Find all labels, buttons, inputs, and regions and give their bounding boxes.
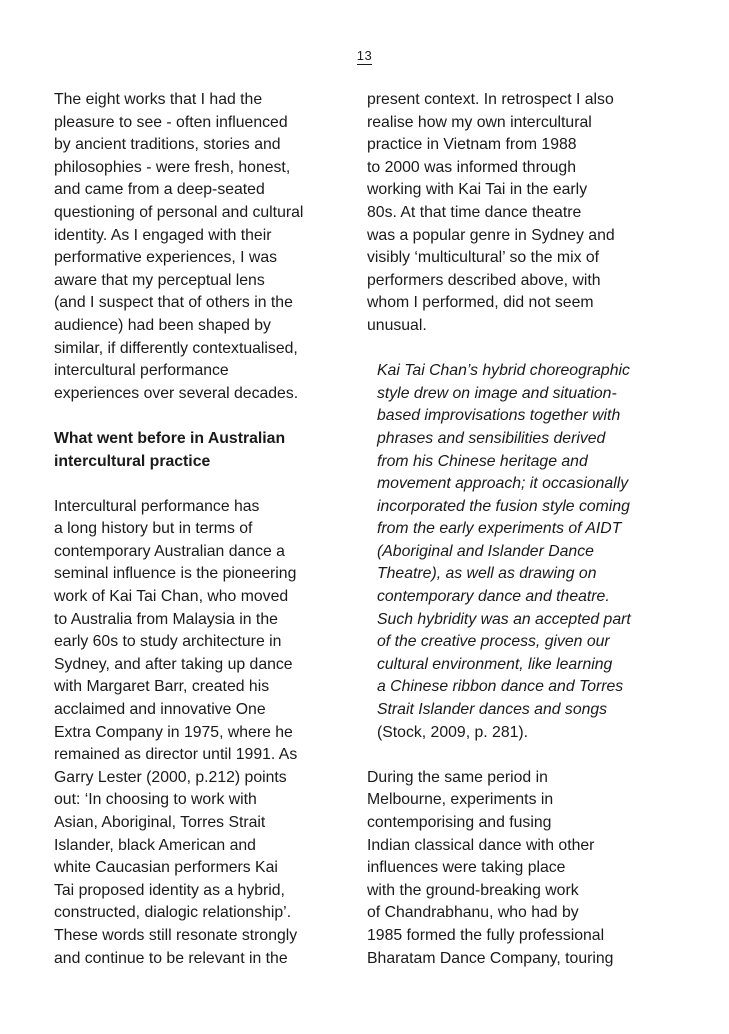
text-line: out: ‘In choosing to work with — [54, 791, 257, 809]
quote-line: incorporated the fusion style coming — [377, 497, 630, 515]
quote-citation: (Stock, 2009, p. 281). — [377, 723, 529, 741]
quote-line: style drew on image and situation- — [377, 384, 617, 402]
text-line: audience) had been shaped by — [54, 316, 271, 334]
quote-line: Kai Tai Chan’s hybrid choreographic — [377, 362, 630, 380]
right-paragraph-1 — [367, 89, 667, 338]
block-quote — [367, 360, 667, 744]
text-line: Islander, black American and — [54, 836, 256, 854]
text-line: influences were taking place — [367, 859, 566, 877]
text-line: to Australia from Malaysia in the — [54, 610, 278, 628]
right-paragraph-2 — [367, 767, 667, 970]
text-line: identity. As I engaged with their — [54, 226, 272, 244]
heading-line: What went before in Australian — [54, 429, 286, 447]
quote-line: of the creative process, given our — [377, 633, 610, 651]
text-line: Indian classical dance with other — [367, 836, 595, 854]
page-number-text: 13 — [356, 48, 373, 63]
page-number — [0, 48, 729, 63]
text-line: practice in Vietnam from 1988 — [367, 136, 577, 154]
quote-line: phrases and sensibilities derived — [377, 429, 606, 447]
quote-line: from the early experiments of AIDT — [377, 520, 622, 538]
text-line: unusual. — [367, 316, 427, 334]
text-line: performers described above, with — [367, 271, 601, 289]
text-line: Tai proposed identity as a hybrid, — [54, 881, 285, 899]
text-line: early 60s to study architecture in — [54, 633, 282, 651]
text-line: During the same period in — [367, 768, 548, 786]
quote-line: contemporary dance and theatre. — [377, 588, 610, 606]
text-line: with the ground-breaking work — [367, 881, 579, 899]
text-line: contemporising and fusing — [367, 814, 552, 831]
text-line: questioning of personal and cultural — [54, 203, 304, 221]
text-line: a long history but in terms of — [54, 520, 253, 538]
quote-line: based improvisations together with — [377, 407, 621, 425]
text-line: Sydney, and after taking up dance — [54, 655, 293, 673]
text-line: intercultural performance — [54, 362, 229, 380]
text-line: of Chandrabhanu, who had by — [367, 904, 579, 922]
text-line: working with Kai Tai in the early — [367, 181, 588, 199]
text-line: (and I suspect that of others in the — [54, 294, 293, 312]
left-paragraph-2 — [54, 496, 354, 970]
text-line: philosophies - were fresh, honest, — [54, 158, 291, 176]
text-line: present context. In retrospect I also — [367, 91, 614, 108]
left-paragraph-1 — [54, 89, 354, 405]
quote-line: Theatre), as well as drawing on — [377, 565, 597, 583]
right-column — [367, 89, 667, 970]
text-line: remained as director until 1991. As — [54, 746, 298, 764]
text-line: acclaimed and innovative One — [54, 701, 266, 719]
text-line: similar, if differently contextualised, — [54, 339, 298, 357]
quote-line: (Aboriginal and Islander Dance — [377, 542, 594, 560]
text-line: These words still resonate strongly — [54, 926, 298, 944]
heading-line: intercultural practice — [54, 452, 211, 470]
quote-line: movement approach; it occasionally — [377, 475, 629, 493]
text-line: Melbourne, experiments in — [367, 791, 554, 809]
text-line: seminal influence is the pioneering — [54, 565, 297, 583]
text-line: Bharatam Dance Company, touring — [367, 949, 614, 967]
text-line: Extra Company in 1975, where he — [54, 723, 293, 741]
text-line: whom I performed, did not seem — [367, 294, 594, 312]
text-line: by ancient traditions, stories and — [54, 136, 281, 154]
quote-line: a Chinese ribbon dance and Torres — [377, 678, 624, 696]
quote-line: cultural environment, like learning — [377, 655, 613, 673]
quote-line: Such hybridity was an accepted part — [377, 610, 631, 628]
left-column — [54, 89, 354, 970]
quote-line: from his Chinese heritage and — [377, 452, 588, 470]
text-line: Garry Lester (2000, p.212) points — [54, 768, 287, 786]
text-line: Intercultural performance has — [54, 497, 260, 515]
text-line: and came from a deep-seated — [54, 181, 265, 199]
section-heading — [54, 428, 354, 473]
text-line: constructed, dialogic relationship’. — [54, 904, 292, 922]
text-line: with Margaret Barr, created his — [54, 678, 270, 696]
text-line: white Caucasian performers Kai — [54, 859, 278, 877]
text-line: and continue to be relevant in the — [54, 949, 288, 967]
text-line: was a popular genre in Sydney and — [367, 226, 615, 244]
text-line: realise how my own intercultural — [367, 113, 592, 131]
text-line: visibly ‘multicultural’ so the mix of — [367, 249, 600, 267]
text-line: aware that my perceptual lens — [54, 271, 265, 289]
text-line: contemporary Australian dance a — [54, 542, 285, 560]
text-line: work of Kai Tai Chan, who moved — [54, 588, 289, 606]
text-line: pleasure to see - often influenced — [54, 113, 288, 131]
quote-line: Strait Islander dances and songs — [377, 701, 608, 719]
text-line: to 2000 was informed through — [367, 158, 577, 176]
text-line: 80s. At that time dance theatre — [367, 203, 582, 221]
text-line: performative experiences, I was — [54, 249, 278, 267]
text-line: 1985 formed the fully professional — [367, 926, 605, 944]
text-line: Asian, Aboriginal, Torres Strait — [54, 814, 266, 831]
text-line: experiences over several decades. — [54, 384, 299, 402]
text-line: The eight works that I had the — [54, 91, 263, 108]
